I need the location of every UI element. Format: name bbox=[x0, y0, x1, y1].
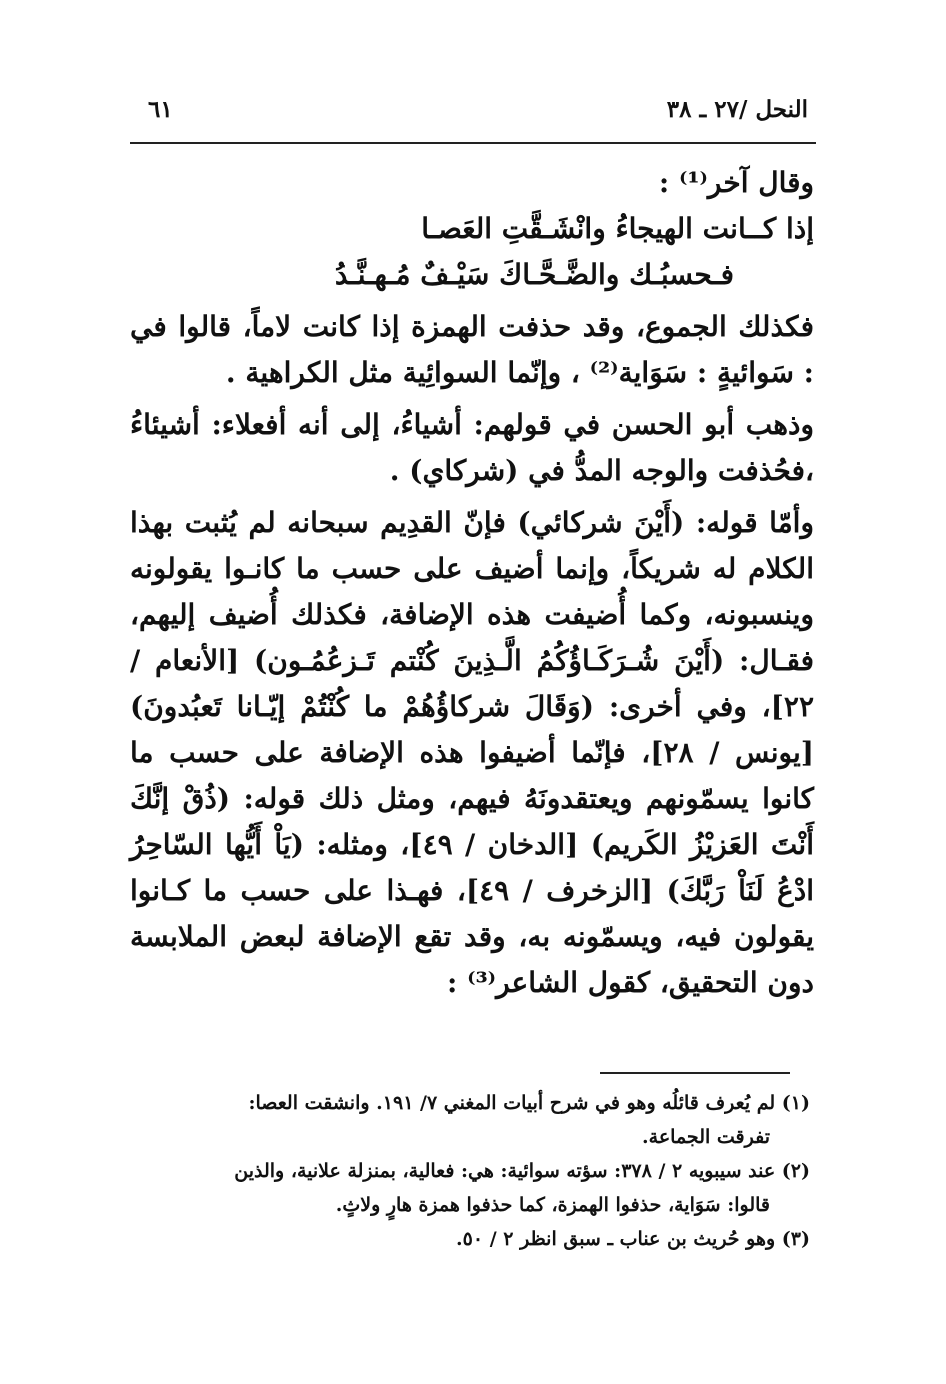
main-text bbox=[130, 160, 814, 1006]
intro-line: وقال آخر⁽¹⁾ : bbox=[658, 166, 814, 199]
footnote-1: (١) لم يُعرف قائلُه وهو في شرح أبيات المغني ٧/ ١٩١. وانشقت العصا: bbox=[248, 1092, 810, 1114]
verse-line-1: إذا كــانت الهيجاءُ وانْشَـقَّتِ العَصـا bbox=[421, 212, 814, 245]
footnotes bbox=[124, 1086, 810, 1256]
header-divider bbox=[130, 142, 816, 144]
footnote-2-continued: قالوا: سَوَاية، حذفوا الهمزة، كما حذفوا همزة هارٍ ولاثٍ. bbox=[335, 1194, 770, 1216]
verse-line-2: فـحسبُـك والضَّـحَّـاكَ سَيْـفٌ مُـهـنَّـدُ bbox=[334, 258, 734, 291]
paragraph-3: وأمّا قوله: (أَيْنَ شركائي) فإنّ القدِيم سبحانه لم يُثبت بهذا الكلام له شريكاً، وإنما أضيف على حسب ما كانـوا يقولونه وينسبونه، وكما أُضيفت هذه الإضافة، فكذلك أُضيف إليهم، فقـال: (أَيْنَ شُـرَكَـاؤُكُمُ الَّـذِينَ كُنْتم تَـزعُمُـون) [الأنعام / ٢٢]، وفي أخرى: (وَقَالَ شركاؤُهُمْ ما كُنْتُمْ إيّـانا تَعبُدونَ) [يونس / ٢٨]، فإنّما أضيفوا هذه الإضافة على حسب ما كانوا يسمّونهم ويعتقدونَهُ فيهم، ومثل ذلك قوله: (ذُقْ إنَّكَ أَنْتَ العَزيْزُ الكَريم) [الدخان / ٤٩]، ومثله: (يَاْ أَيُّها السّاحِرُ ادْعُ لَنَاْ رَبَّكَ) [الزخرف / ٤٩]، فهـذا على حسب ما كـانوا يقولون فيه، ويسمّونه به، وقد تقع الإضافة لبعض الملابسة دون التحقيق، كقول الشاعر⁽³⁾ : bbox=[130, 506, 815, 999]
footnote-2: (٢) عند سيبويه ٢ / ٣٧٨: سؤته سوائية: هي: فعالية، بمنزلة علانية، والذين bbox=[234, 1160, 810, 1182]
page-number: ٦١ bbox=[148, 96, 173, 123]
footnote-3: (٣) وهو حُريث بن عناب ـ سبق انظر ٢ / ٥٠. bbox=[456, 1228, 810, 1250]
paragraph-1: فكذلك الجموع، وقد حذفت الهمزة إذا كانت لاماً، قالوا في : سَوائيةٍ : سَوَاية⁽²⁾ ، وإنّما السوائِية مثل الكراهية . bbox=[130, 310, 814, 389]
running-title: النحل /٢٧ ـ ٣٨ bbox=[666, 96, 808, 123]
footnote-1-continued: تفرقت الجماعة. bbox=[642, 1126, 770, 1148]
footnote-divider bbox=[600, 1072, 790, 1074]
paragraph-2: وذهب أبو الحسن في قولهم: أشياءُ، إلى أنه أفعلاء: أشيئاءُ ،فحُذفت والوجه المدُّ في (شركاي) . bbox=[130, 408, 814, 487]
